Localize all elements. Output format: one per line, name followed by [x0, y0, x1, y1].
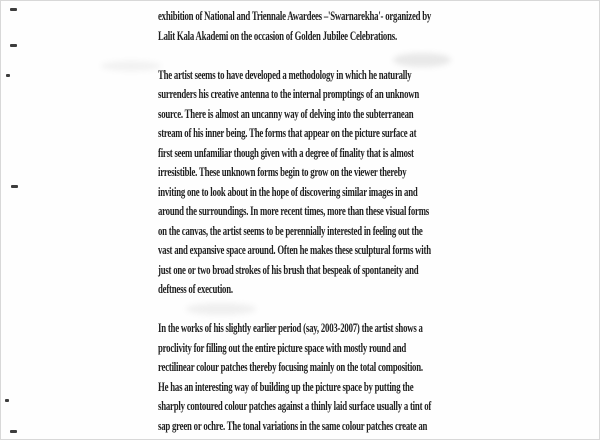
text-line: exhibition of National and Triennale Awardees –'Swarnarekha'- organized by: [158, 9, 432, 23]
text-line: inviting one to look about in the hope of discovering similar images in and: [158, 184, 418, 199]
text-line: deftness of execution.: [158, 282, 233, 296]
text-line: irresistible. These unknown forms begin to grow on the viewer thereby: [158, 165, 407, 179]
text-line: surrenders his creative antenna to the internal promptings of an unknown: [158, 87, 420, 101]
text-line: He has an interesting way of building up the picture space by putting the: [158, 379, 414, 394]
paragraph: [158, 319, 548, 436]
text-line: just one or two broad strokes of his brush that bespeak of spontaneity and: [158, 262, 419, 277]
text-line: stream of his inner being. The forms that appear on the picture surface at: [158, 126, 417, 140]
text-line: vast and expansive space around. Often he makes these sculptural forms with: [158, 243, 431, 257]
text-line: around the surroundings. In more recent times, more than these visual forms: [158, 204, 429, 218]
paragraph: [158, 66, 548, 300]
scan-smudge: [101, 61, 161, 71]
text-line: rectilinear colour patches thereby focusing mainly on the total composition.: [158, 360, 423, 374]
text-line: first seem unfamiliar though given with a degree of finality that is almost: [158, 145, 414, 160]
text-line: The artist seems to have developed a methodology in which he naturally: [158, 67, 412, 82]
scan-artifact-mark: [10, 430, 17, 433]
scan-artifact-mark: [10, 8, 17, 11]
scan-artifact-mark: [6, 74, 10, 77]
text-line: on the canvas, the artist seems to be perennially interested in feeling out the: [158, 223, 423, 238]
text-line: In the works of his slightly earlier period (say, 2003-2007) the artist shows a: [158, 321, 423, 335]
text-line: sap green or ochre. The tonal variations in the same colour patches create an: [158, 418, 428, 433]
text-line: sharply contoured colour patches against a thinly laid surface usually a tint of: [158, 399, 432, 413]
scan-artifact-mark: [10, 44, 17, 47]
text-line: Lalit Kala Akademi on the occasion of Golden Jubilee Celebrations.: [158, 28, 397, 43]
scan-artifact-mark: [11, 185, 18, 188]
text-line: source. There is almost an uncanny way of delving into the subterranean: [158, 106, 414, 121]
text-line: proclivity for filling out the entire picture space with mostly round and: [158, 340, 407, 355]
paragraph: [158, 7, 548, 46]
scan-artifact-mark: [5, 399, 9, 402]
document-text: [158, 7, 548, 440]
